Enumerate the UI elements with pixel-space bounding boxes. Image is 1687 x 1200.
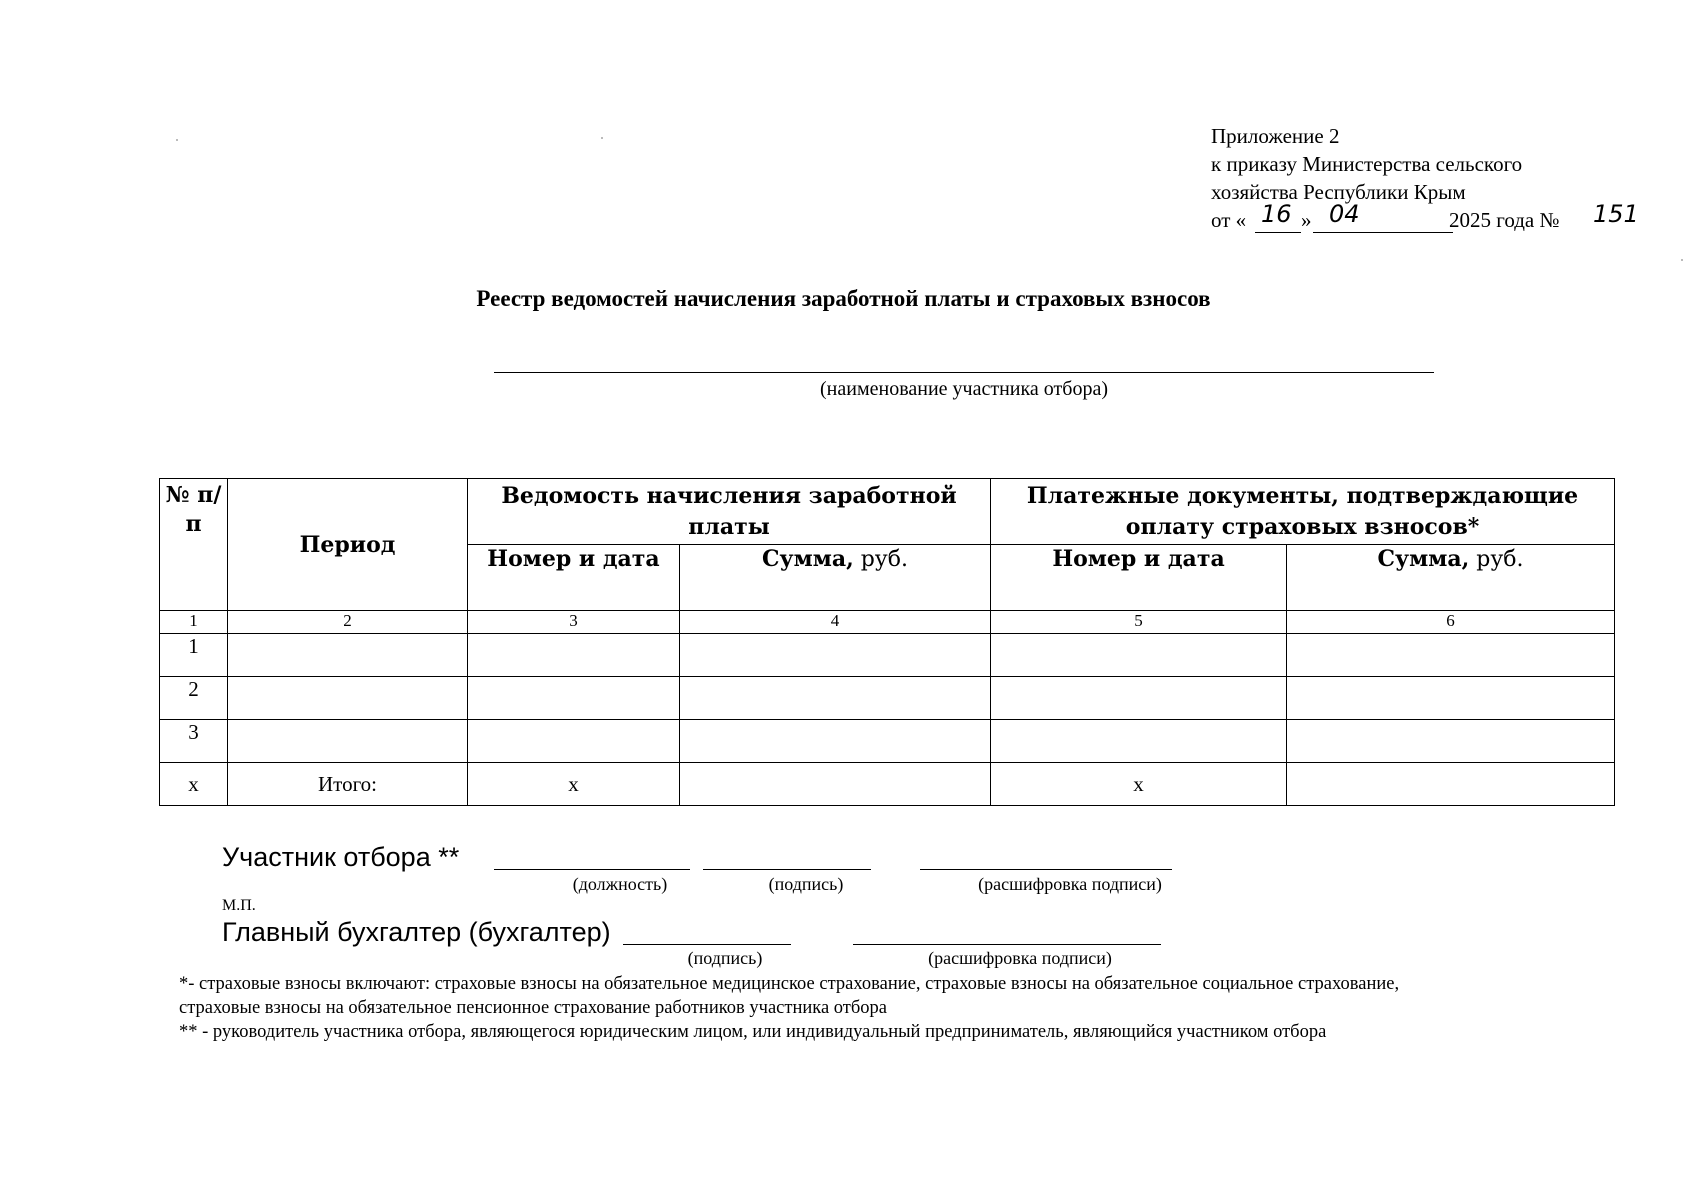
- sum-2-unit: руб.: [1469, 547, 1524, 572]
- cell-sum-2[interactable]: [1287, 677, 1615, 720]
- sum-1-label: Сумма,: [762, 546, 854, 572]
- date-mid: »: [1301, 208, 1312, 232]
- table-row: [160, 720, 1615, 763]
- row-number: 3: [160, 720, 228, 763]
- footnote-1-line-1: *- страховые взносы включают: страховые взносы на обязательное медицинское страхование, страховые взносы на обязательное социальное страхование,: [179, 974, 1400, 994]
- cell-sum-1[interactable]: [680, 720, 991, 763]
- column-number: 3: [468, 611, 680, 634]
- participant-name-line: [494, 372, 1434, 373]
- cell-period[interactable]: [228, 677, 468, 720]
- cell-number-date-2[interactable]: [991, 677, 1287, 720]
- cell-sum-2[interactable]: [1287, 634, 1615, 677]
- appendix-line-3: хозяйства Республики Крым: [1211, 180, 1466, 204]
- table-row: [160, 634, 1615, 677]
- column-number-row: [160, 611, 1615, 634]
- total-cell-3: х: [468, 763, 680, 806]
- signature-line[interactable]: [703, 869, 871, 870]
- cell-number-date-1[interactable]: [468, 634, 680, 677]
- cell-sum-2[interactable]: [1287, 720, 1615, 763]
- sum-1-unit: руб.: [853, 547, 908, 572]
- document-title: Реестр ведомостей начисления заработной платы и страховых взносов: [476, 286, 1211, 311]
- position-line[interactable]: [494, 869, 690, 870]
- header-payroll-statement: Ведомость начисления заработной платы: [468, 479, 991, 545]
- accountant-decoding-caption: (расшифровка подписи): [928, 948, 1112, 968]
- total-cell-5: х: [991, 763, 1287, 806]
- appendix-line-2: к приказу Министерства сельского: [1211, 152, 1523, 176]
- header-number-date-2: Номер и дата: [991, 545, 1287, 611]
- cell-period[interactable]: [228, 720, 468, 763]
- total-row: [160, 763, 1615, 806]
- total-sum-1[interactable]: [680, 763, 991, 806]
- cell-number-date-1[interactable]: [468, 720, 680, 763]
- scan-speck: [1681, 259, 1683, 261]
- date-month: 04: [1329, 200, 1360, 228]
- cell-number-date-2[interactable]: [991, 720, 1287, 763]
- month-underline: [1313, 232, 1453, 233]
- date-prefix: от «: [1211, 208, 1247, 232]
- accountant-signature-line[interactable]: [623, 944, 791, 945]
- participant-name-caption: (наименование участника отбора): [820, 378, 1108, 400]
- order-date-line: [1211, 200, 1639, 236]
- cell-sum-1[interactable]: [680, 677, 991, 720]
- cell-sum-1[interactable]: [680, 634, 991, 677]
- accountant-signature-caption: (подпись): [687, 948, 763, 968]
- scan-speck: [176, 139, 178, 141]
- table-row: [160, 677, 1615, 720]
- cell-number-date-1[interactable]: [468, 677, 680, 720]
- cell-period[interactable]: [228, 634, 468, 677]
- registry-table: [159, 478, 1615, 806]
- column-number: 2: [228, 611, 468, 634]
- participant-signature-label: Участник отбора **: [222, 842, 460, 872]
- accountant-decoding-line[interactable]: [853, 944, 1161, 945]
- position-caption: (должность): [572, 874, 668, 894]
- date-year: 2025 года №: [1449, 208, 1560, 232]
- decoding-line[interactable]: [920, 869, 1172, 870]
- appendix-line-1: Приложение 2: [1211, 124, 1340, 148]
- day-underline: [1255, 232, 1301, 233]
- accountant-signature-label: Главный бухгалтер (бухгалтер): [222, 917, 611, 947]
- order-number: 151: [1593, 200, 1639, 228]
- total-sum-2[interactable]: [1287, 763, 1615, 806]
- column-number: 5: [991, 611, 1287, 634]
- row-number: 2: [160, 677, 228, 720]
- sum-2-label: Сумма,: [1377, 546, 1470, 572]
- header-number-date-1: Номер и дата: [468, 545, 680, 611]
- decoding-caption: (расшифровка подписи): [978, 874, 1162, 894]
- total-row-number: х: [160, 763, 228, 806]
- column-number: 1: [160, 611, 228, 634]
- signature-caption: (подпись): [768, 874, 844, 894]
- date-day: 16: [1261, 200, 1292, 228]
- footnote-2: ** - руководитель участника отбора, являющегося юридическим лицом, или индивидуальный предприниматель, являющийся участником отбора: [179, 1022, 1327, 1042]
- header-payment-documents: Платежные документы, подтверждающие оплату страховых взносов*: [991, 479, 1615, 545]
- header-sum-2: [1287, 545, 1615, 611]
- cell-number-date-2[interactable]: [991, 634, 1287, 677]
- row-number: 1: [160, 634, 228, 677]
- column-number: 6: [1287, 611, 1615, 634]
- appendix-block: [1211, 122, 1639, 236]
- scan-speck: [601, 137, 603, 139]
- header-sum-1: [680, 545, 991, 611]
- header-number: № п/п: [160, 479, 228, 611]
- footnote-1-line-2: страховые взносы на обязательное пенсионное страхование работников участника отбора: [179, 998, 888, 1018]
- total-label: Итого:: [228, 763, 468, 806]
- header-period: Период: [228, 479, 468, 611]
- column-number: 4: [680, 611, 991, 634]
- stamp-place: М.П.: [222, 897, 256, 914]
